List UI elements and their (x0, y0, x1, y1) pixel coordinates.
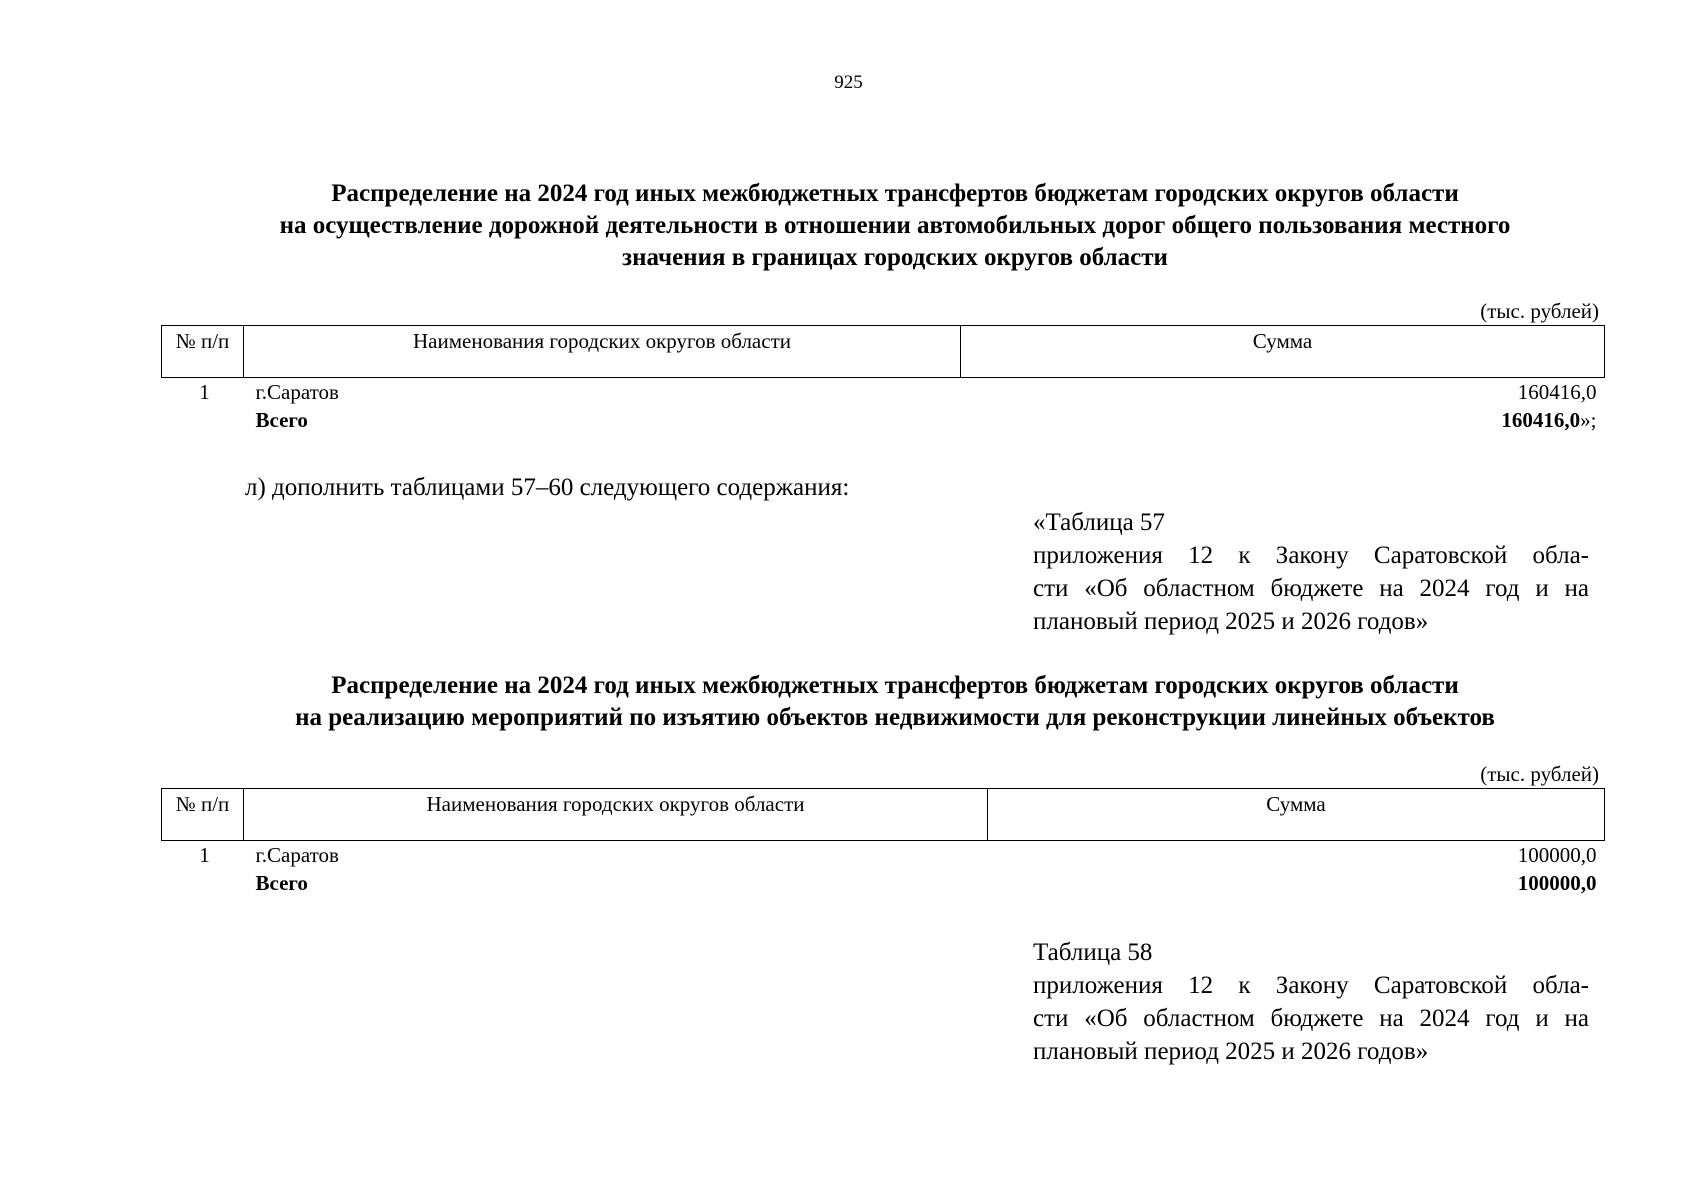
table-total-row (162, 406, 1605, 434)
row-sum: 100000,0 (1517, 843, 1597, 867)
table-row (162, 378, 1605, 407)
section2-title-line: Распределение на 2024 год иных межбюджетных трансфертов бюджетам городских округов области (331, 672, 1459, 699)
header-sum: Сумма (961, 326, 1605, 378)
section2-table (161, 788, 1605, 897)
table58-caption (1033, 936, 1589, 1068)
table57-caption (1033, 506, 1589, 638)
row-sum: 160416,0 (1517, 380, 1597, 404)
total-sum: 100000,0 (1517, 871, 1597, 895)
caption-line: приложения 12 к Закону Саратовской обла- (1033, 972, 1589, 999)
page-number: 925 (834, 72, 863, 93)
header-num: № п/п (162, 789, 244, 841)
table-header-row (162, 789, 1605, 841)
header-sum: Сумма (988, 789, 1605, 841)
row-name: г.Саратов (255, 380, 339, 404)
caption-title: «Таблица 57 (1033, 509, 1165, 536)
row-num: 1 (199, 380, 210, 404)
caption-line: плановый период 2025 и 2026 годов» (1033, 608, 1429, 635)
total-suffix: »; (1580, 408, 1597, 432)
section1-title-line: значения в границах городских округов области (622, 244, 1168, 271)
caption-line: плановый период 2025 и 2026 годов» (1033, 1038, 1429, 1065)
total-label: Всего (255, 871, 308, 895)
header-name: Наименования городских округов области (244, 789, 988, 841)
table-header-row (162, 326, 1605, 378)
section2-title-line: на реализацию мероприятий по изъятию объектов недвижимости для реконструкции линейных объектов (295, 704, 1495, 731)
instruction-text: л) дополнить таблицами 57–60 следующего содержания: (245, 474, 850, 501)
caption-line: приложения 12 к Закону Саратовской обла- (1033, 542, 1589, 569)
caption-line: сти «Об областном бюджете на 2024 год и на (1033, 1005, 1589, 1032)
total-sum-cell (961, 406, 1605, 434)
section1-table (161, 325, 1605, 434)
caption-line: сти «Об областном бюджете на 2024 год и на (1033, 575, 1589, 602)
caption-title: Таблица 58 (1033, 939, 1153, 966)
section1-title (140, 178, 1650, 274)
total-label: Всего (255, 408, 308, 432)
table-row (162, 841, 1605, 870)
section1-units: (тыс. рублей) (1480, 299, 1599, 323)
header-num: № п/п (162, 326, 244, 378)
row-num: 1 (199, 843, 210, 867)
row-name: г.Саратов (255, 843, 339, 867)
total-sum: 160416,0 (1501, 408, 1581, 432)
section1-title-line: Распределение на 2024 год иных межбюджетных трансфертов бюджетам городских округов области (331, 180, 1459, 207)
section2-title (140, 670, 1650, 734)
section1-title-line: на осуществление дорожной деятельности в отношении автомобильных дорог общего пользования местного (279, 212, 1511, 239)
table-total-row (162, 869, 1605, 897)
header-name: Наименования городских округов области (244, 326, 961, 378)
section2-units: (тыс. рублей) (1480, 762, 1599, 786)
